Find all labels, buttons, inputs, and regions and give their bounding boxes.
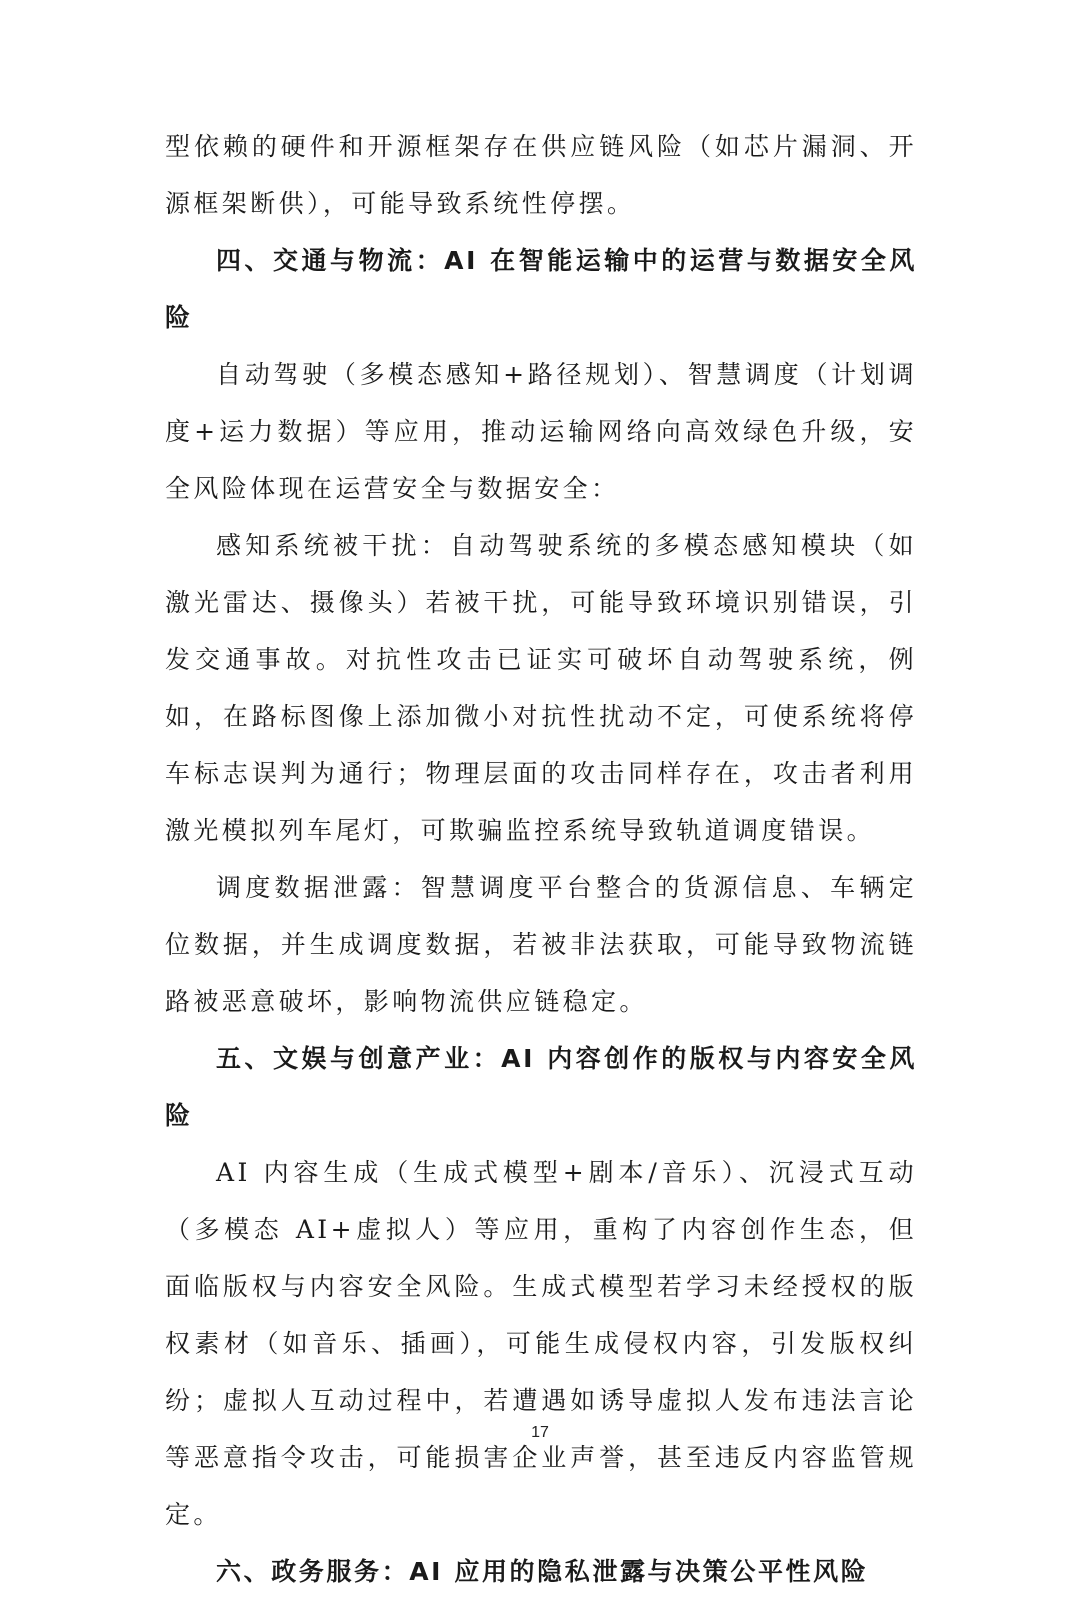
paragraph-dispatch-data-leak: 调度数据泄露：智慧调度平台整合的货源信息、车辆定位数据，并生成调度数据，若被非法获取，可能导致物流链路被恶意破坏，影响物流供应链稳定。 [165,873,917,1016]
document-page [165,118,917,1600]
paragraph-perception-interference: 感知系统被干扰：自动驾驶系统的多模态感知模块（如激光雷达、摄像头）若被干扰，可能导致环境识别错误，引发交通事故。对抗性攻击已证实可破坏自动驾驶系统，例如，在路标图像上添加微小对抗性扰动不定，可使系统将停车标志误判为通行；物理层面的攻击同样存在，攻击者利用激光模拟列车尾灯，可欺骗监控系统导致轨道调度错误。 [165,531,917,845]
section-heading-government-services: 六、政务服务：AI 应用的隐私泄露与决策公平性风险 [216,1557,869,1586]
section-heading-transport-logistics: 四、交通与物流：AI 在智能运输中的运营与数据安全风险 [165,246,917,332]
section-heading-entertainment-creative: 五、文娱与创意产业：AI 内容创作的版权与内容安全风险 [165,1044,917,1130]
paragraph-transport-intro: 自动驾驶（多模态感知+路径规划）、智慧调度（计划调度+运力数据）等应用，推动运输网络向高效绿色升级，安全风险体现在运营安全与数据安全： [165,360,917,503]
page-number: 17 [531,1424,549,1441]
paragraph-ai-content-generation: AI 内容生成（生成式模型+剧本/音乐）、沉浸式互动（多模态 AI+虚拟人）等应用，重构了内容创作生态，但面临版权与内容安全风险。生成式模型若学习未经授权的版权素材（如音乐、插画），可能生成侵权内容，引发版权纠纷；虚拟人互动过程中，若遭遇如诱导虚拟人发布违法言论等恶意指令攻击，可能损害企业声誉，甚至违反内容监管规定。 [165,1158,917,1529]
paragraph-continuation: 型依赖的硬件和开源框架存在供应链风险（如芯片漏洞、开源框架断供），可能导致系统性停摆。 [165,132,917,218]
